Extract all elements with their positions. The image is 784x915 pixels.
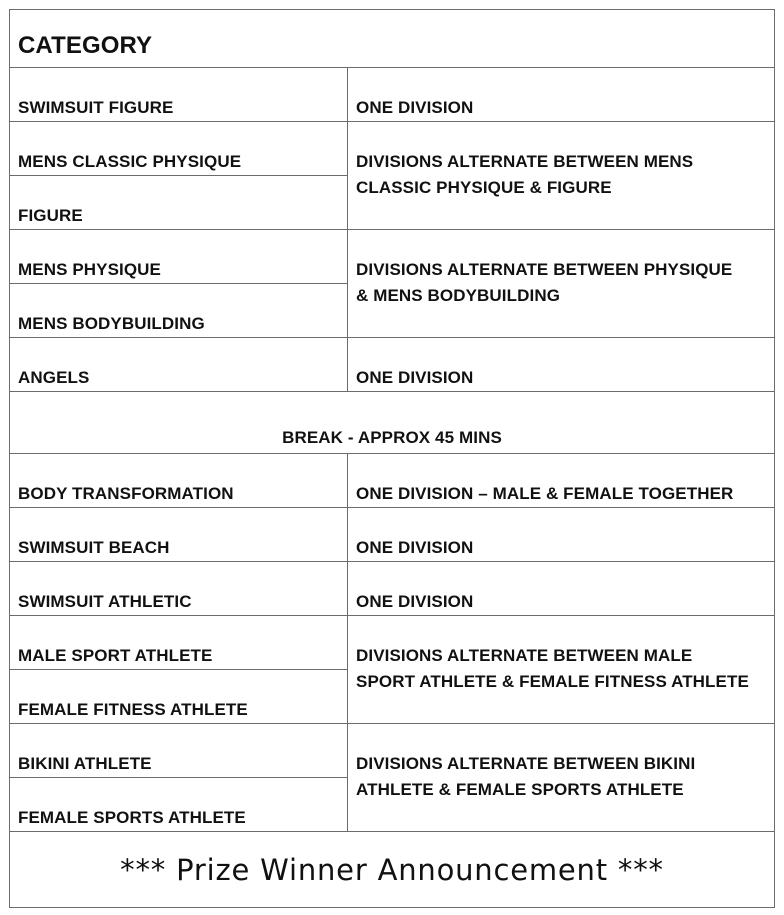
division-cell: DIVISIONS ALTERNATE BETWEEN MENS (356, 152, 694, 171)
division-cell: ONE DIVISION – MALE & FEMALE TOGETHER (356, 484, 734, 503)
subrow-divider (9, 175, 347, 176)
division-cell: SPORT ATHLETE & FEMALE FITNESS ATHLETE (356, 672, 749, 691)
division-cell: ONE DIVISION (356, 538, 474, 557)
division-cell: & MENS BODYBUILDING (356, 286, 561, 305)
category-cell: MENS PHYSIQUE (18, 260, 161, 279)
row-divider (9, 229, 775, 230)
division-cell: DIVISIONS ALTERNATE BETWEEN BIKINI (356, 754, 696, 773)
row-divider (9, 391, 775, 392)
category-cell: MENS CLASSIC PHYSIQUE (18, 152, 242, 171)
row-divider (9, 507, 775, 508)
division-cell: DIVISIONS ALTERNATE BETWEEN MALE (356, 646, 693, 665)
prize-announcement: *** Prize Winner Announcement *** (120, 853, 664, 887)
division-cell: ONE DIVISION (356, 368, 474, 387)
division-cell: ATHLETE & FEMALE SPORTS ATHLETE (356, 780, 684, 799)
category-cell: BIKINI ATHLETE (18, 754, 152, 773)
category-cell: FEMALE FITNESS ATHLETE (18, 700, 248, 719)
subrow-divider (9, 283, 347, 284)
category-cell: BODY TRANSFORMATION (18, 484, 234, 503)
break-row: BREAK - APPROX 45 MINS (282, 428, 502, 447)
row-divider (9, 67, 775, 68)
category-cell: SWIMSUIT FIGURE (18, 98, 174, 117)
division-cell: ONE DIVISION (356, 98, 474, 117)
category-cell: FIGURE (18, 206, 83, 225)
division-cell: DIVISIONS ALTERNATE BETWEEN PHYSIQUE (356, 260, 733, 279)
row-divider (9, 453, 775, 454)
subrow-divider (9, 669, 347, 670)
category-cell: FEMALE SPORTS ATHLETE (18, 808, 246, 827)
row-divider (9, 121, 775, 122)
subrow-divider (9, 777, 347, 778)
category-cell: MALE SPORT ATHLETE (18, 646, 213, 665)
row-divider (9, 723, 775, 724)
row-divider (9, 337, 775, 338)
column-divider (347, 453, 348, 831)
division-cell: CLASSIC PHYSIQUE & FIGURE (356, 178, 612, 197)
division-cell: ONE DIVISION (356, 592, 474, 611)
category-cell: MENS BODYBUILDING (18, 314, 205, 333)
category-header: CATEGORY (18, 32, 153, 59)
column-divider (347, 67, 348, 391)
row-divider (9, 615, 775, 616)
row-divider (9, 561, 775, 562)
category-cell: SWIMSUIT BEACH (18, 538, 170, 557)
category-cell: SWIMSUIT ATHLETIC (18, 592, 192, 611)
category-cell: ANGELS (18, 368, 90, 387)
row-divider (9, 831, 775, 832)
